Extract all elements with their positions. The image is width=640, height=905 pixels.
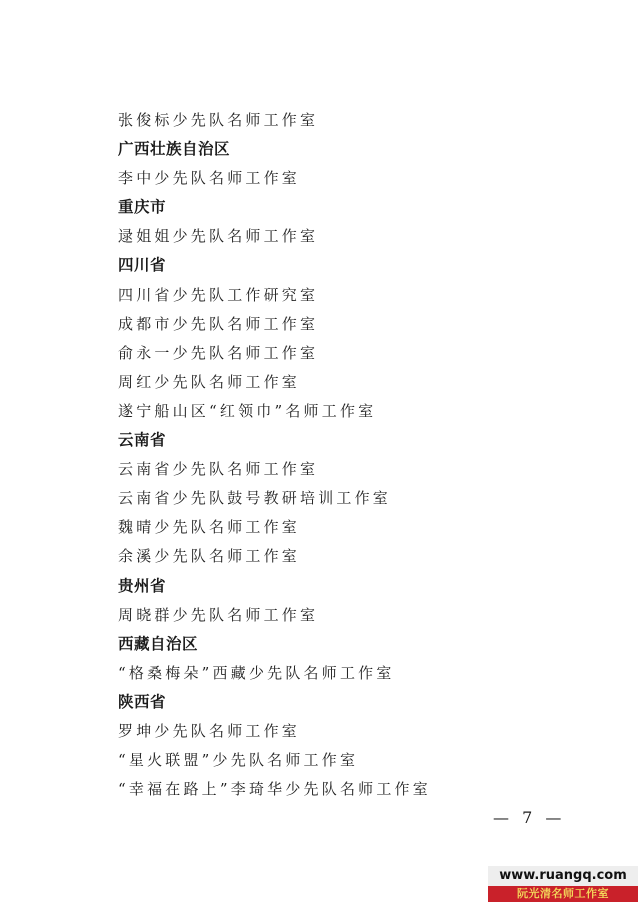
studio-item: 周红少先队名师工作室 <box>118 372 301 391</box>
studio-item: 云南省少先队鼓号教研培训工作室 <box>118 489 392 508</box>
studio-item: “格桑梅朵”西藏少先队名师工作室 <box>118 663 395 682</box>
studio-item: 罗坤少先队名师工作室 <box>118 721 301 740</box>
studio-item: 逯姐姐少先队名师工作室 <box>118 227 319 246</box>
region-heading: 云南省 <box>118 431 167 450</box>
studio-item: 云南省少先队名师工作室 <box>118 460 319 479</box>
studio-item: 四川省少先队工作研究室 <box>118 285 319 304</box>
region-heading: 重庆市 <box>118 198 167 217</box>
studio-item: 余溪少先队名师工作室 <box>118 547 301 566</box>
studio-item: 张俊标少先队名师工作室 <box>118 111 319 129</box>
region-heading: 西藏自治区 <box>118 634 199 653</box>
studio-item: 周晓群少先队名师工作室 <box>118 605 319 624</box>
studio-item: 李中少先队名师工作室 <box>118 169 301 188</box>
region-heading: 陕西省 <box>118 692 167 711</box>
watermark <box>488 866 638 902</box>
watermark-label: 阮光清名师工作室 <box>488 886 638 902</box>
studio-item: 魏晴少先队名师工作室 <box>118 518 301 537</box>
studio-item: 成都市少先队名师工作室 <box>118 314 319 333</box>
studio-list <box>118 106 578 804</box>
studio-item: “幸福在路上”李琦华少先队名师工作室 <box>118 780 431 799</box>
studio-item: 俞永一少先队名师工作室 <box>118 343 319 362</box>
studio-item: 遂宁船山区“红领巾”名师工作室 <box>118 401 377 420</box>
region-heading: 贵州省 <box>118 576 167 595</box>
watermark-url: www.ruangq.com <box>488 866 638 886</box>
page-number: — 7 — <box>493 808 566 827</box>
studio-item: “星火联盟”少先队名师工作室 <box>118 751 359 770</box>
region-heading: 广西壮族自治区 <box>118 140 231 159</box>
region-heading: 四川省 <box>118 256 167 275</box>
